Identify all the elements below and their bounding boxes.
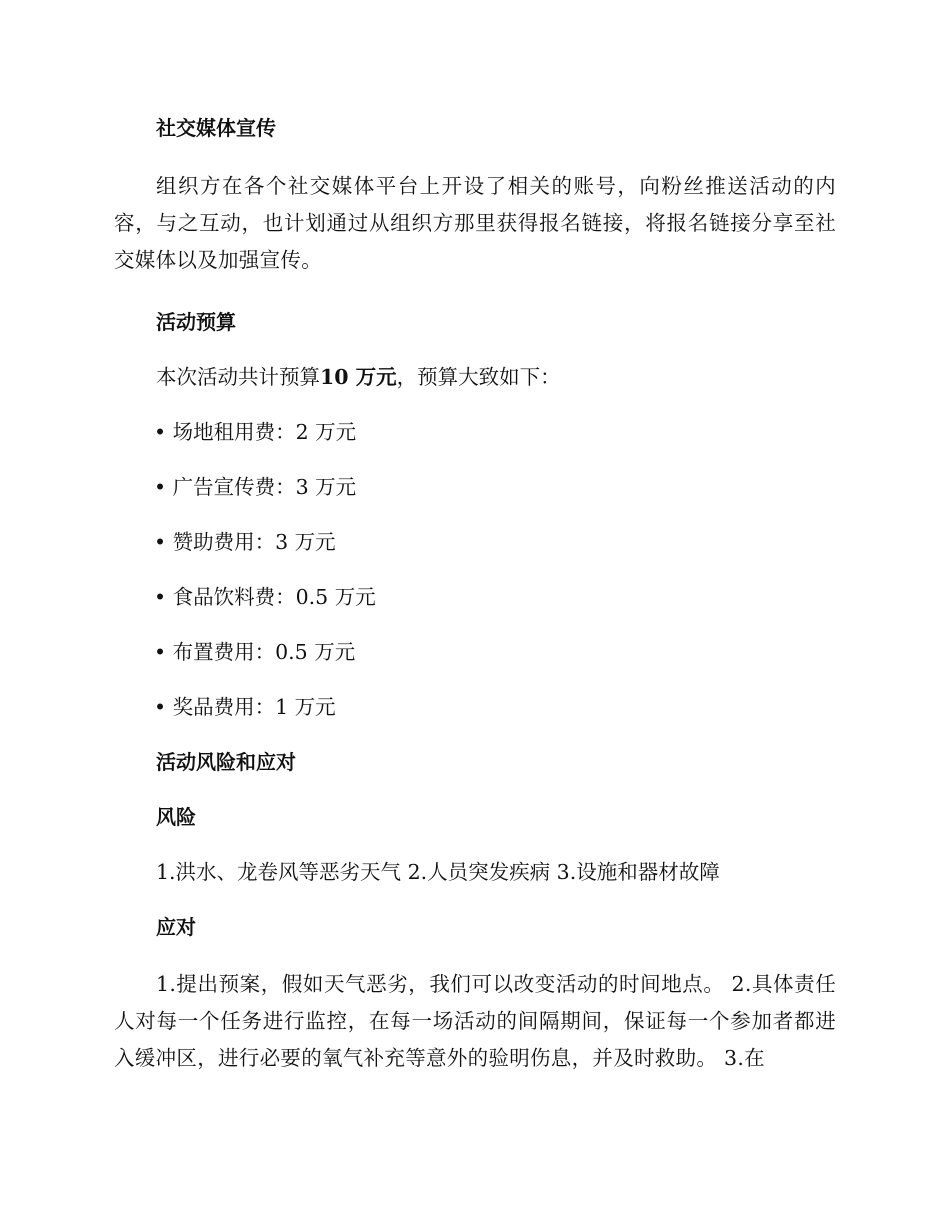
budget-item: • 奖品费用：1 万元: [154, 695, 336, 719]
budget-intro-suffix: ，预算大致如下：: [396, 365, 561, 389]
budget-intro-prefix: 本次活动共计预算: [156, 365, 320, 389]
risk-list: 1.洪水、龙卷风等恶劣天气 2.人员突发疾病 3.设施和器材故障: [156, 860, 720, 884]
paragraph-social-media: 组织方在各个社交媒体平台上开设了相关的账号，向粉丝推送活动的内容，与之互动，也计划通过从组织方那里获得报名链接，将报名链接分享至社交媒体以及加强宣传。: [114, 174, 836, 272]
heading-budget: 活动预算: [156, 310, 236, 334]
budget-item: • 广告宣传费：3 万元: [154, 475, 357, 499]
budget-item: • 布置费用：0.5 万元: [154, 640, 356, 664]
heading-response: 应对: [156, 915, 196, 939]
document-page: [114, 104, 836, 1077]
paragraph-response: 1.提出预案，假如天气恶劣，我们可以改变活动的时间地点。 2.具体责任人对每一个任务进行监控，在每一场活动的间隔期间，保证每一个参加者都进入缓冲区，进行必要的氧气补充等意外的验明伤息，并及时救助。 3.在: [114, 972, 836, 1070]
budget-intro: [156, 362, 836, 392]
budget-item: • 场地租用费：2 万元: [154, 420, 357, 444]
heading-social-media: 社交媒体宣传: [156, 116, 276, 140]
budget-total-amount: 10 万元: [320, 365, 397, 389]
heading-risk: 风险: [156, 805, 196, 829]
budget-item: • 赞助费用：3 万元: [154, 530, 336, 554]
heading-risk-and-response: 活动风险和应对: [156, 750, 296, 774]
budget-item: • 食品饮料费：0.5 万元: [154, 585, 376, 609]
